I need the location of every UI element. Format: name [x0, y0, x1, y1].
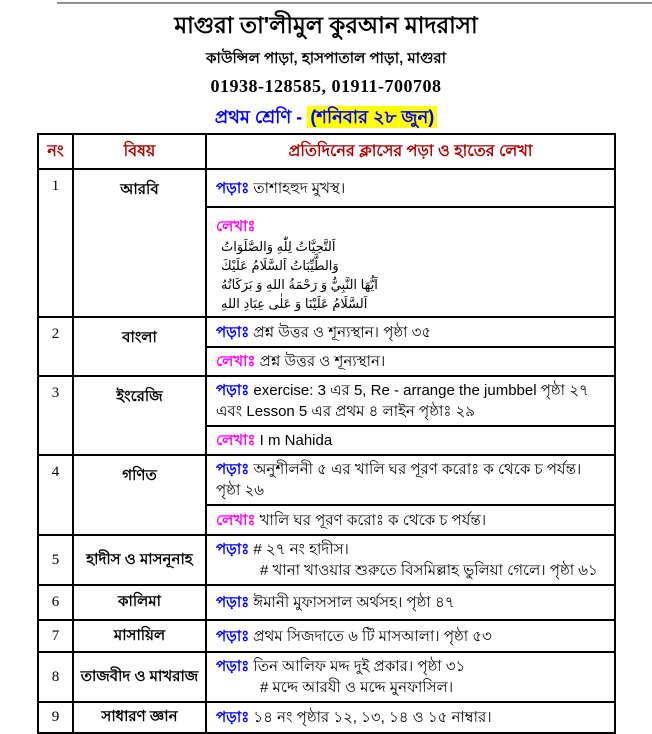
pora-text: # ২৭ নং হাদীস।	[253, 541, 349, 558]
school-address: কাউন্সিল পাড়া, হাসপাতাল পাড়া, মাগুরা	[205, 50, 447, 67]
school-title: মাগুরা তা'লীমুল কুরআন মাদরাসা	[174, 12, 478, 38]
pora-cell	[206, 169, 615, 207]
arabic-line: اَلسَّلَامُ عَلَيْنَا وَ عَلٰى عِبَادِ اللهِ	[221, 296, 368, 311]
lekha-label: লেখাঃ	[216, 432, 256, 449]
pora-label: পড়াঃ	[216, 658, 250, 675]
pora-label: পড়াঃ	[216, 709, 250, 726]
subject-cell: হাদীস ও মাসনূনাহ	[73, 535, 206, 585]
row-number: 7	[38, 620, 73, 652]
lekha-text: প্রশ্ন উত্তর ও শূন্যস্থান।	[259, 353, 386, 370]
subject-cell: সাধারণ জ্ঞান	[73, 702, 206, 733]
pora-text: exercise: 3 এর 5, Re - arrange the jumbbel পৃষ্ঠা ২৭ এবং Lesson 5 এর প্রথম ৪ লাইন পৃষ্ঠাঃ ২৯	[216, 382, 589, 420]
pora-cell	[206, 535, 615, 585]
phone-numbers: 01938-128585, 01911-700708	[210, 76, 442, 96]
pora-text-line2: # মদ্দে আরযী ও মদ্দে মুনফাসিল।	[260, 679, 454, 696]
pora-text: ১৪ নং পৃষ্ঠার ১২, ১৩, ১৪ ও ১৫ নাম্বার।	[253, 709, 492, 726]
lesson-table	[37, 133, 616, 734]
arabic-line: وَالطَّيِّبَاتُ اَلسَّلَامُ عَلَيْكَ	[221, 258, 339, 273]
row-number: 9	[38, 702, 73, 733]
lekha-label: লেখাঃ	[216, 353, 256, 370]
table-row	[38, 652, 615, 702]
table-row	[38, 702, 615, 733]
row-number: 8	[38, 652, 73, 702]
arabic-line: اَيُّهَا النَّبِيُّ وَ رَحْمَةُ اللهِ وَ بَرَكَاتُهُ	[221, 277, 378, 292]
document-header	[0, 10, 652, 134]
pora-text: ঈমানী মুফাসসাল অর্থসহ। পৃষ্ঠা ৪৭	[253, 594, 455, 611]
lekha-label: লেখাঃ	[216, 218, 256, 235]
pora-label: পড়াঃ	[216, 594, 250, 611]
pora-text-line2: # খানা খাওয়ার শুরুতে বিসমিল্লাহ ভুলিয়া গেলে। পৃষ্ঠা ৬১	[260, 562, 598, 579]
subject-cell: কালিমা	[73, 585, 206, 620]
table-row	[38, 620, 615, 652]
pora-label: পড়াঃ	[216, 627, 250, 645]
table-row	[38, 169, 615, 207]
arabic-line: اَلتَّحِيَّاتُ لِلّٰهِ وَالصَّلَوَاتُ	[221, 239, 336, 254]
table-row	[38, 455, 615, 505]
subject-cell: তাজবীদ ও মাখরাজ	[73, 652, 206, 702]
table-row	[38, 585, 615, 620]
pora-label: পড়াঃ	[216, 461, 250, 478]
pora-cell	[206, 317, 615, 347]
lekha-label: লেখাঃ	[216, 511, 256, 529]
pora-text: তাশাহহুদ মুখস্থ।	[253, 179, 346, 197]
pora-text: তিন আলিফ মদ্দ দুই প্রকার। পৃষ্ঠা ৩১	[253, 658, 466, 675]
class-line	[0, 103, 652, 134]
subject-cell: মাসায়িল	[73, 620, 206, 652]
pora-label: পড়াঃ	[216, 179, 250, 197]
lekha-cell	[206, 505, 615, 535]
row-number: 4	[38, 455, 73, 535]
pora-cell	[206, 585, 615, 620]
row-number: 6	[38, 585, 73, 620]
lekha-cell	[206, 207, 615, 317]
pora-cell	[206, 376, 615, 426]
pora-text: প্রশ্ন উত্তর ও শূন্যস্থান। পৃষ্ঠা ৩৫	[253, 323, 432, 341]
pora-label: পড়াঃ	[216, 323, 250, 341]
row-number: 3	[38, 376, 73, 455]
table-header-row	[38, 134, 615, 169]
row-number: 5	[38, 535, 73, 585]
lekha-text: I m Nahida	[259, 432, 333, 449]
table-row	[38, 535, 615, 585]
pora-cell	[206, 455, 615, 505]
table-row	[38, 317, 615, 347]
column-header-lesson: প্রতিদিনের ক্লাসের পড়া ও হাতের লেখা	[206, 134, 615, 169]
class-name: প্রথম শ্রেণি -	[214, 107, 303, 127]
row-number: 1	[38, 169, 73, 317]
top-edge-line	[57, 2, 652, 4]
lekha-text: খালি ঘর পূরণ করোঃ ক থেকে চ পর্যন্ত।	[259, 511, 487, 529]
subject-cell: বাংলা	[73, 317, 206, 376]
row-number: 2	[38, 317, 73, 376]
subject-cell: গণিত	[73, 455, 206, 535]
pora-cell	[206, 702, 615, 733]
lekha-cell	[206, 426, 615, 455]
table-row	[38, 376, 615, 426]
pora-label: পড়াঃ	[216, 382, 250, 399]
pora-cell	[206, 620, 615, 652]
subject-cell: আরবি	[73, 169, 206, 317]
pora-text: প্রথম সিজদাতে ৬ টি মাসআলা। পৃষ্ঠা ৫৩	[253, 627, 492, 645]
column-header-no: নং	[38, 134, 73, 169]
pora-cell	[206, 652, 615, 702]
column-header-subject: বিষয়	[73, 134, 206, 169]
pora-label: পড়াঃ	[216, 541, 250, 558]
lekha-cell	[206, 347, 615, 376]
subject-cell: ইংরেজি	[73, 376, 206, 455]
date-highlight: (শনিবার ২৮ জুন)	[307, 106, 437, 128]
pora-text: অনুশীলনী ৫ এর খালি ঘর পূরণ করোঃ ক থেকে চ পর্যন্ত। পৃষ্ঠা ২৬	[216, 461, 582, 499]
